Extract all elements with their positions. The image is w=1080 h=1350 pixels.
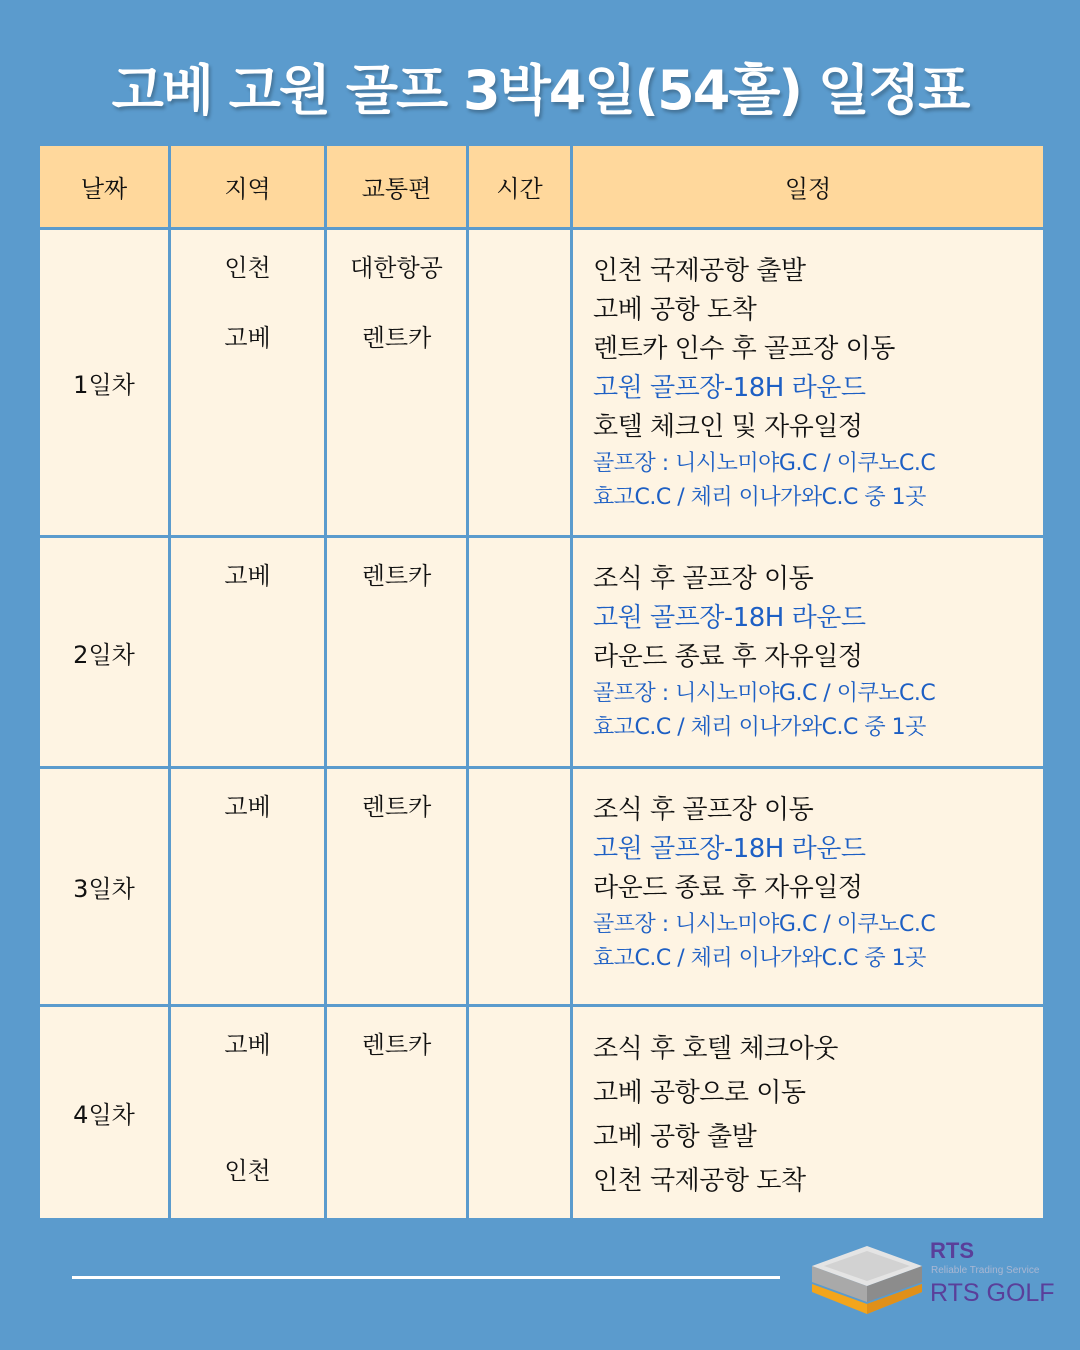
plan-line: 조식 후 골프장 이동 (593, 564, 814, 594)
region-cell (170, 229, 326, 537)
day-cell: 1일차 (39, 229, 170, 537)
plan-line: 고베 공항으로 이동 (593, 1078, 806, 1108)
table-row (39, 1006, 1045, 1220)
header-date: 날짜 (39, 145, 170, 229)
transport-text: 대한항공 (350, 254, 443, 282)
day-cell: 3일차 (39, 768, 170, 1006)
golf-course-list: 효고C.C / 체리 이나가와C.C 중 1곳 (593, 715, 926, 740)
footer-divider (72, 1276, 780, 1279)
plan-line: 조식 후 호텔 체크아웃 (593, 1034, 838, 1064)
header-time: 시간 (468, 145, 572, 229)
region-cell (170, 768, 326, 1006)
time-cell (468, 768, 572, 1006)
plan-cell (572, 768, 1045, 1006)
plan-cell (572, 537, 1045, 768)
golf-course-list: 효고C.C / 체리 이나가와C.C 중 1곳 (593, 946, 926, 971)
region-text: 인천 (224, 1157, 271, 1185)
plan-line: 고베 공항 출발 (593, 1122, 757, 1152)
golf-course-list: 골프장 : 니시노미야G.C / 이쿠노C.C (593, 912, 936, 937)
golf-course-list: 효고C.C / 체리 이나가와C.C 중 1곳 (593, 485, 926, 510)
day-cell: 2일차 (39, 537, 170, 768)
transport-text: 렌트카 (361, 793, 432, 821)
plan-line-highlight: 고원 골프장-18H 라운드 (593, 603, 866, 633)
golf-course-list: 골프장 : 니시노미야G.C / 이쿠노C.C (593, 451, 936, 476)
transport-text: 렌트카 (361, 324, 432, 352)
transport-text: 렌트카 (361, 562, 432, 590)
header-region: 지역 (170, 145, 326, 229)
plan-line: 조식 후 골프장 이동 (593, 795, 814, 825)
table-row (39, 229, 1045, 537)
plan-line-highlight: 고원 골프장-18H 라운드 (593, 834, 866, 864)
page-title: 고베 고원 골프 3박4일(54홀) 일정표 (111, 59, 969, 122)
table-row (39, 768, 1045, 1006)
transport-cell (326, 1006, 468, 1220)
logo-tagline: Reliable Trading Service (931, 1265, 1040, 1276)
plan-line: 고베 공항 도착 (593, 295, 757, 325)
transport-cell (326, 537, 468, 768)
plan-line: 라운드 종료 후 자유일정 (593, 873, 863, 903)
transport-text: 렌트카 (361, 1031, 432, 1059)
region-text: 고베 (224, 1031, 271, 1059)
region-cell (170, 1006, 326, 1220)
plan-line: 렌트카 인수 후 골프장 이동 (593, 334, 895, 364)
time-cell (468, 1006, 572, 1220)
plan-cell (572, 1006, 1045, 1220)
region-text: 인천 (224, 254, 271, 282)
region-text: 고베 (224, 324, 271, 352)
header-plan: 일정 (572, 145, 1045, 229)
region-text: 고베 (224, 793, 271, 821)
plan-cell (572, 229, 1045, 537)
plan-line-highlight: 고원 골프장-18H 라운드 (593, 373, 866, 403)
table-row (39, 537, 1045, 768)
logo-rts-golf-text: RTS GOLF (930, 1279, 1055, 1307)
header-transport: 교통편 (326, 145, 468, 229)
logo-rts-text: RTS (930, 1238, 974, 1263)
plan-line: 라운드 종료 후 자유일정 (593, 642, 863, 672)
time-cell (468, 537, 572, 768)
plan-line: 인천 국제공항 도착 (593, 1166, 806, 1196)
region-cell (170, 537, 326, 768)
schedule-table (37, 143, 1046, 1221)
transport-cell (326, 768, 468, 1006)
day-cell: 4일차 (39, 1006, 170, 1220)
time-cell (468, 229, 572, 537)
table-header-row (39, 145, 1045, 229)
golf-course-list: 골프장 : 니시노미야G.C / 이쿠노C.C (593, 681, 936, 706)
region-text: 고베 (224, 562, 271, 590)
plan-line: 인천 국제공항 출발 (593, 256, 806, 286)
transport-cell (326, 229, 468, 537)
plan-line: 호텔 체크인 및 자유일정 (593, 412, 863, 442)
